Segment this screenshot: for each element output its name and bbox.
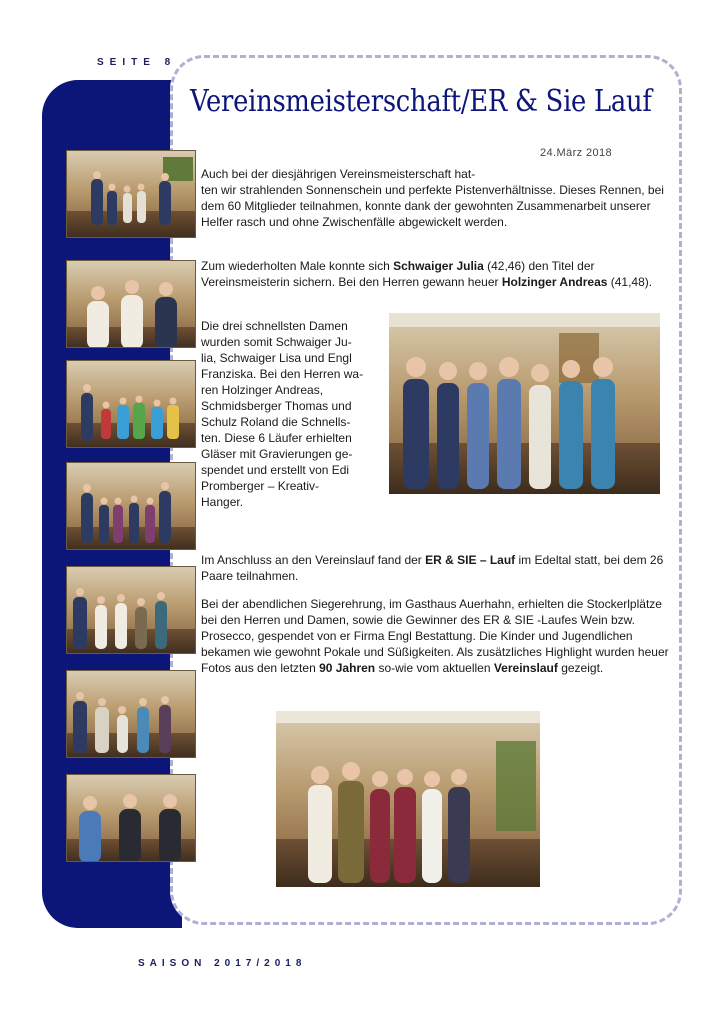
group-photo-winners — [389, 313, 660, 494]
thumbnail-photo-2 — [66, 260, 196, 348]
group-photo-ceremony — [276, 711, 540, 887]
fastest-line-3: lia, Schwaiger Lisa und Engl — [201, 351, 352, 365]
thumbnail-photo-5 — [66, 566, 196, 654]
ceremony-text-1: Bei der abendlichen Siegerehrung, im Gasthaus Auerhahn, erhielten die Stockerlplätze bei den Herren und Damen, sowie die Gewinner des ER & SIE -Laufes Wein bzw. Prosecco, gespendet von er Firma Engl Bestattung. Die Kinder und Jugendlichen bekamen wie gewohnt Pokale und Süßigkeiten. Als zusätzliches Highlight wurden heuer Fotos aus den letzten — [201, 597, 669, 675]
paragraph-winners — [201, 258, 667, 290]
ceremony-years: 90 Jahren — [319, 661, 376, 675]
fastest-line-12: Hanger. — [201, 495, 244, 509]
fastest-line-11: Promberger – Kreativ- — [201, 479, 320, 493]
fastest-line-5: ren Holzinger Andreas, — [201, 383, 324, 397]
paragraph-fastest — [201, 318, 387, 510]
thumbnail-photo-7 — [66, 774, 196, 862]
article-date: 24.März 2018 — [540, 147, 613, 159]
paragraph-ceremony — [201, 596, 669, 676]
fastest-line-2: wurden somit Schwaiger Ju- — [201, 335, 352, 349]
couples-event-name: ER & SIE – Lauf — [425, 553, 516, 567]
intro-first-line: Auch bei der diesjährigen Vereinsmeisterschaft hat- — [201, 167, 476, 181]
ceremony-text-2: so-wie vom aktuellen — [375, 661, 494, 675]
intro-rest: ten wir strahlenden Sonnenschein und perfekte Pistenverhältnisse. Dieses Rennen, bei dem 60 Mitglieder teilnahmen, konnte dank der gewohnten Zusammenarbeit unserer Helfer rasch und ohne Zwischenfälle abgewickelt werden. — [201, 183, 664, 229]
fastest-line-6: Schmidsberger Thomas und — [201, 399, 352, 413]
fastest-line-1: Die drei schnellsten Damen — [201, 319, 348, 333]
fastest-line-8: ten. Diese 6 Läufer erhielten — [201, 431, 352, 445]
fastest-line-7: Schulz Roland die Schnells- — [201, 415, 351, 429]
winners-text-3: (41,48). — [607, 275, 653, 289]
paragraph-couples-run — [201, 552, 669, 584]
winner-men-name: Holzinger Andreas — [501, 275, 608, 289]
article-title: Vereinsmeisterschaft/ER & Sie Lauf — [190, 84, 652, 119]
paragraph-intro — [201, 166, 669, 230]
thumbnail-photo-1 — [66, 150, 196, 238]
thumbnail-photo-6 — [66, 670, 196, 758]
thumbnail-photo-3 — [66, 360, 196, 448]
page-number-label: SEITE 8 — [97, 57, 177, 68]
winners-text-1: Zum wiederholten Male konnte sich — [201, 259, 394, 273]
winner-women-name: Schwaiger Julia — [393, 259, 484, 273]
fastest-line-9: Gläser mit Gravierungen ge- — [201, 447, 353, 461]
ceremony-run: Vereinslauf — [493, 661, 558, 675]
winners-text-2: (42,46) den Titel der Vereinsmeisterin sichern. Bei den Herren gewann heuer — [201, 259, 595, 289]
couples-text-2: im Edeltal statt, bei dem 26 Paare teilnahmen. — [201, 553, 664, 583]
thumbnail-photo-4 — [66, 462, 196, 550]
couples-text-1: Im Anschluss an den Vereinslauf fand der — [201, 553, 426, 567]
ceremony-text-3: gezeigt. — [557, 661, 604, 675]
season-footer-label: SAISON 2017/2018 — [138, 958, 307, 969]
fastest-line-4: Franziska. Bei den Herren wa- — [201, 367, 364, 381]
fastest-line-10: spendet und erstellt von Edi — [201, 463, 350, 477]
